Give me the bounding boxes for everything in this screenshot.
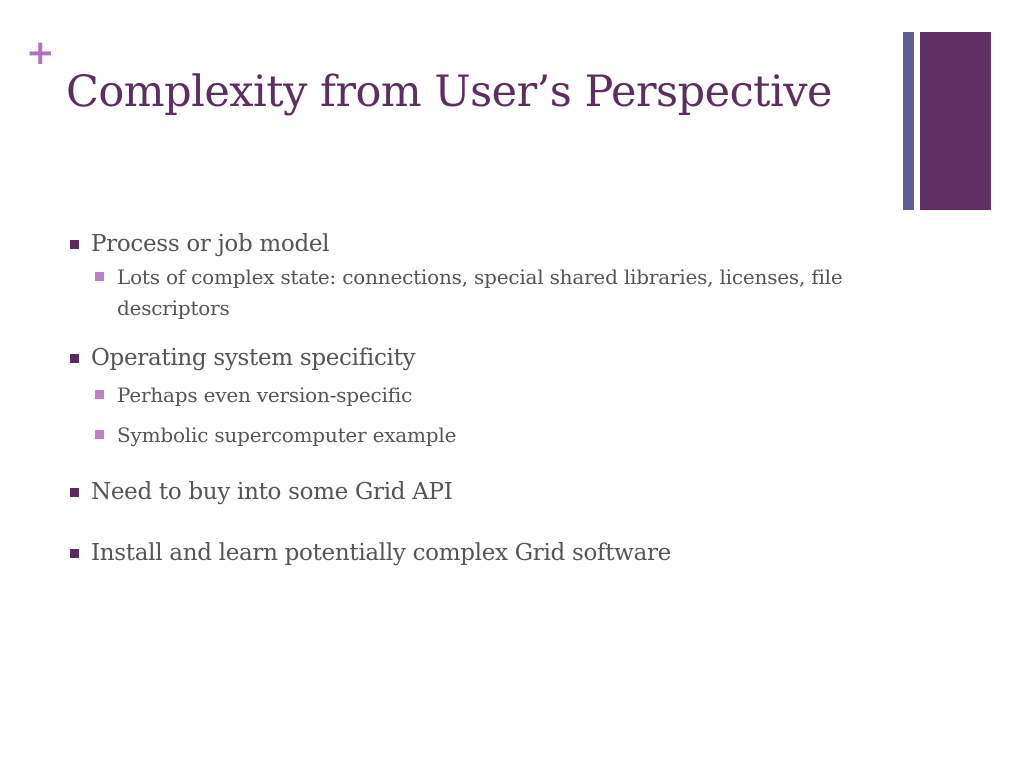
square-bullet-icon [70, 488, 79, 497]
bullet-item [68, 537, 868, 569]
plus-icon: + [26, 33, 55, 73]
sub-bullet-item [94, 420, 868, 451]
accent-bar-thin [903, 32, 914, 210]
bullet-list [68, 228, 868, 569]
sub-bullet-item [94, 262, 868, 324]
sub-bullet-text: Symbolic supercomputer example [117, 423, 457, 447]
sub-bullet-item [94, 380, 868, 411]
square-bullet-icon [95, 390, 104, 399]
slide-title: Complexity from User’s Perspective [66, 67, 832, 117]
square-bullet-icon [95, 430, 104, 439]
sub-bullet-text: Lots of complex state: connections, special shared libraries, licenses, file descriptors [117, 265, 843, 320]
bullet-item [68, 342, 868, 374]
square-bullet-icon [70, 549, 79, 558]
bullet-text: Operating system specificity [91, 345, 416, 371]
bullet-item [68, 476, 868, 508]
sub-bullet-text: Perhaps even version-specific [117, 383, 413, 407]
bullet-item [68, 228, 868, 260]
bullet-text: Need to buy into some Grid API [91, 479, 453, 505]
square-bullet-icon [70, 354, 79, 363]
accent-bar-thick [920, 32, 991, 210]
square-bullet-icon [70, 240, 79, 249]
square-bullet-icon [95, 272, 104, 281]
bullet-text: Process or job model [91, 231, 330, 257]
bullet-text: Install and learn potentially complex Grid software [91, 540, 671, 566]
